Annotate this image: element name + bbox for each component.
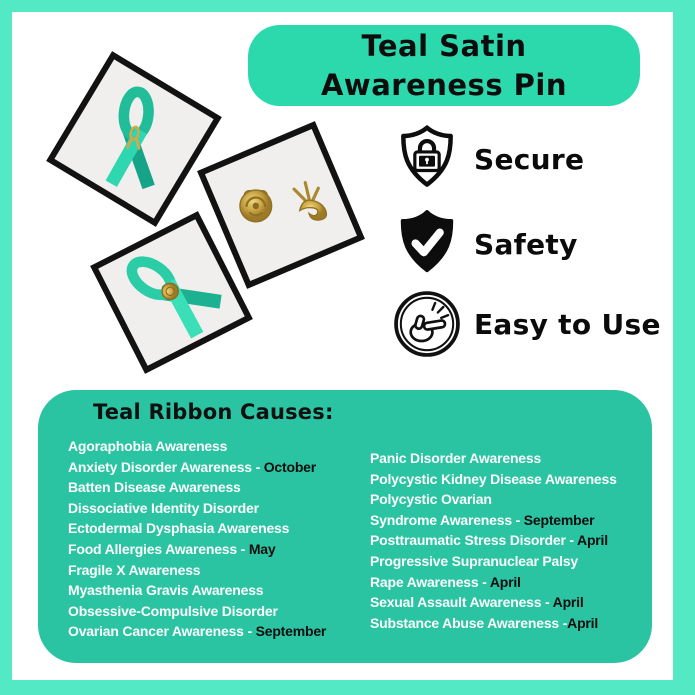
hand-click-icon bbox=[392, 287, 462, 361]
title-banner bbox=[248, 25, 640, 106]
cause-item: Substance Abuse Awareness -April bbox=[370, 614, 599, 631]
check-shield-icon bbox=[392, 207, 462, 281]
cause-month: April bbox=[552, 594, 584, 611]
cause-month: May bbox=[248, 540, 276, 557]
cause-item: Ectodermal Dysphasia Awareness bbox=[68, 520, 290, 537]
title-line-2: Awareness Pin bbox=[320, 67, 568, 102]
cause-item: Batten Disease Awareness bbox=[68, 479, 241, 496]
feature-label-safety: Safety bbox=[474, 227, 578, 261]
teal-ribbon-icon bbox=[89, 83, 180, 196]
cause-item: Food Allergies Awareness - May bbox=[68, 540, 276, 557]
cause-item: Agoraphobia Awareness bbox=[68, 438, 228, 454]
cause-item: Ovarian Cancer Awareness - September bbox=[68, 623, 327, 640]
cause-item: Obsessive-Compulsive Disorder bbox=[68, 602, 278, 619]
causes-column-left bbox=[68, 436, 326, 642]
pin-back-icon bbox=[294, 183, 326, 220]
cause-item: Polycystic Ovarian bbox=[370, 491, 492, 508]
cause-month: April bbox=[577, 532, 608, 549]
cause-month: September bbox=[523, 511, 595, 528]
cause-item: Panic Disorder Awareness bbox=[370, 450, 542, 466]
cause-item: Sexual Assault Awareness - April bbox=[370, 594, 584, 611]
lock-shield-icon bbox=[392, 122, 462, 196]
feature-safety bbox=[392, 207, 578, 281]
panel-heading: Teal Ribbon Causes: bbox=[93, 400, 334, 424]
cause-item: Anxiety Disorder Awareness - October bbox=[68, 458, 317, 475]
feature-label-secure: Secure bbox=[474, 142, 585, 176]
feature-secure bbox=[392, 122, 584, 196]
cause-item: Polycystic Kidney Disease Awareness bbox=[370, 470, 617, 487]
cause-item: Rape Awareness - April bbox=[370, 573, 521, 590]
cause-month: April bbox=[489, 573, 521, 590]
cause-month: April bbox=[567, 614, 599, 631]
gold-pin-parts-icon bbox=[225, 177, 337, 233]
cause-item: Posttraumatic Stress Disorder - April bbox=[370, 532, 608, 549]
cause-item: Myasthenia Gravis Awareness bbox=[68, 582, 264, 599]
butterfly-clutch-icon bbox=[240, 190, 272, 222]
cause-item: Dissociative Identity Disorder bbox=[68, 499, 259, 516]
cause-month: September bbox=[255, 623, 327, 640]
feature-label-easy-to-use: Easy to Use bbox=[474, 307, 661, 341]
cause-month: October bbox=[263, 458, 317, 475]
teal-ribbon-causes-panel bbox=[38, 390, 652, 663]
causes-column-right bbox=[370, 448, 617, 633]
title-line-1: Teal Satin bbox=[361, 28, 527, 63]
cause-item: Progressive Supranuclear Palsy bbox=[370, 552, 578, 569]
cause-item: Fragile X Awareness bbox=[68, 561, 201, 578]
cause-item: Syndrome Awareness - September bbox=[370, 511, 595, 528]
feature-easy-to-use bbox=[392, 287, 661, 361]
